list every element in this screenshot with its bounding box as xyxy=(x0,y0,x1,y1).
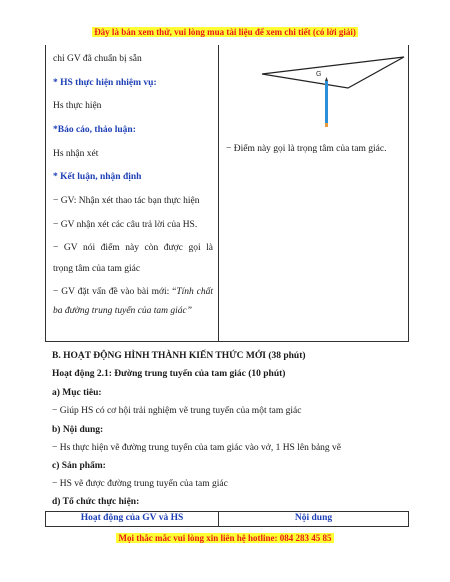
activity-table xyxy=(45,45,409,342)
header-col-content: Nội dung xyxy=(294,513,333,523)
left-line-9a: − GV nói điểm này còn được gọi là xyxy=(53,243,213,253)
left-heading-conclusion: * Kết luận, nhận định xyxy=(53,172,142,182)
hotline-banner-text: Mọi thắc mắc vui lòng xin liên hệ hotline: 084 283 45 85 xyxy=(118,533,332,543)
left-line-1: chỉ GV đã chuẩn bị sẵn xyxy=(53,54,142,64)
pencil-tip xyxy=(325,123,328,127)
header-col-activity: Hoạt động của GV và HS xyxy=(80,513,184,523)
hotline-banner xyxy=(0,533,450,543)
left-line-10 xyxy=(53,283,213,321)
content-text: − Hs thực hiện vẽ đường trung tuyến của tam giác vào vở, 1 HS lên bảng vẽ xyxy=(52,443,341,453)
product-text: − HS vẽ được đường trung tuyến của tam giác xyxy=(52,479,228,489)
triangle-shape xyxy=(262,57,404,88)
left-line-8: − GV nhận xét các câu trả lời của HS. xyxy=(53,220,198,230)
table-divider xyxy=(218,45,219,341)
preview-banner xyxy=(0,27,450,37)
triangle-figure xyxy=(256,52,416,142)
objective-text: − Giúp HS có cơ hội trải nghiệm vẽ trung tuyến của một tam giác xyxy=(52,406,302,416)
preview-banner-text: Đây là bản xem thử, vui lòng mua tài liệu để xem chi tiết (có lời giải) xyxy=(94,27,356,37)
left-line-10-lead: − GV đặt vấn đề vào bài mới: “ xyxy=(53,287,177,297)
left-heading-task: * HS thực hiện nhiệm vụ: xyxy=(53,78,157,88)
point-g-label: G xyxy=(316,71,322,78)
left-line-5: Hs nhận xét xyxy=(53,149,99,159)
pencil-body xyxy=(325,81,328,123)
left-line-7: − GV: Nhận xét thao tác bạn thực hiện xyxy=(53,196,200,206)
organization-table-header xyxy=(45,511,409,527)
content-heading: b) Nội dung: xyxy=(52,425,104,435)
activity-heading: Hoạt động 2.1: Đường trung tuyến của tam giác (10 phút) xyxy=(52,369,286,379)
section-b-heading: B. HOẠT ĐỘNG HÌNH THÀNH KIẾN THỨC MỚI (38 phút) xyxy=(52,351,306,361)
left-line-3: Hs thực hiện xyxy=(53,101,102,111)
left-line-10-close: ” xyxy=(186,306,193,316)
right-text: − Điểm này gọi là trọng tâm của tam giác. xyxy=(226,144,387,154)
organization-heading: d) Tổ chức thực hiện: xyxy=(52,497,140,507)
product-heading: c) Sản phẩm: xyxy=(52,461,106,471)
left-line-9b: trọng tâm của tam giác xyxy=(53,264,141,274)
left-heading-report: *Báo cáo, thảo luận: xyxy=(53,125,136,135)
objective-heading: a) Mục tiêu: xyxy=(52,388,102,398)
left-line-10-title: Tính chất ba đường trung tuyến của tam giác xyxy=(53,287,214,316)
